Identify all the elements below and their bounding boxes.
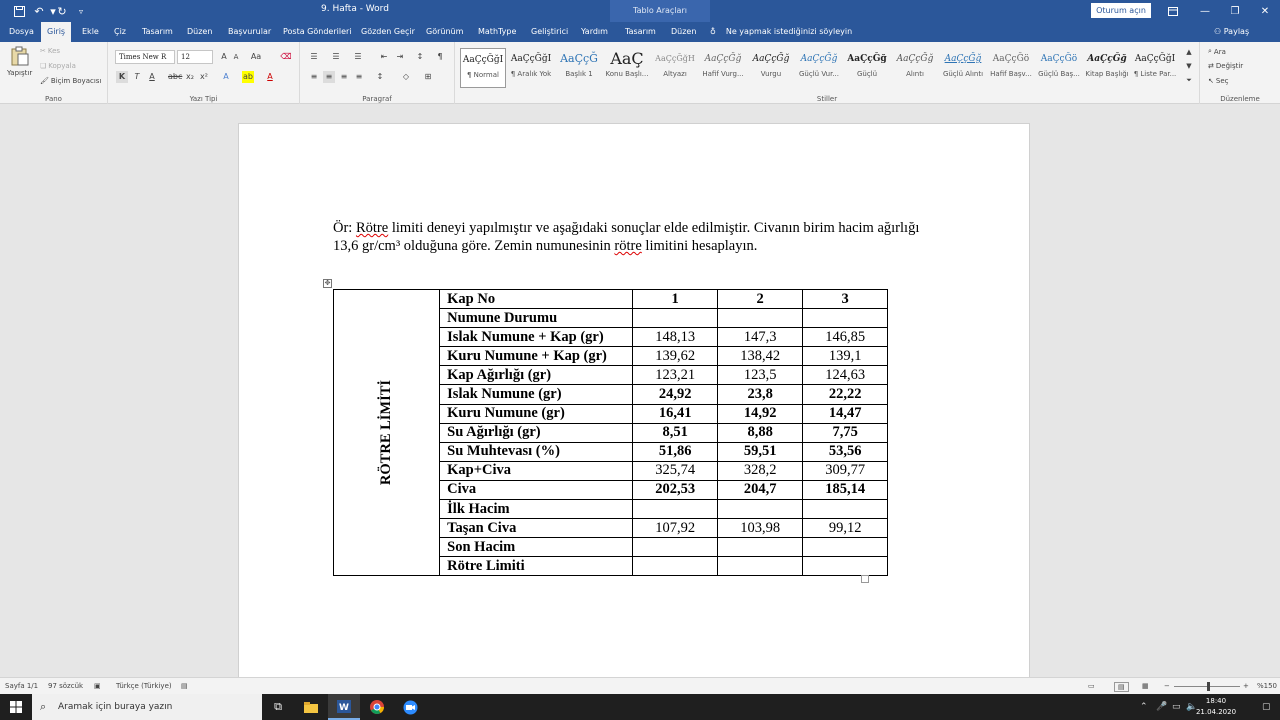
highlight-icon[interactable]: ab bbox=[243, 72, 253, 81]
multilevel-list-icon[interactable]: ☰ bbox=[354, 52, 362, 61]
clock-date: 21.04.2020 bbox=[1195, 708, 1237, 716]
bold-button[interactable]: K bbox=[116, 71, 128, 83]
value-cell[interactable] bbox=[633, 538, 718, 557]
value-cell[interactable]: 147,3 bbox=[718, 328, 803, 347]
value-cell[interactable] bbox=[718, 538, 803, 557]
tab-gorunum[interactable]: Görünüm bbox=[426, 27, 464, 36]
style-name: Hafif Başv... bbox=[990, 70, 1032, 78]
start-button[interactable] bbox=[0, 694, 32, 720]
search-icon: ⌕ bbox=[40, 700, 47, 713]
editing-group bbox=[1200, 42, 1280, 104]
value-cell[interactable]: 7,75 bbox=[803, 423, 888, 442]
change-case-icon[interactable]: Aa bbox=[250, 52, 262, 61]
value-cell[interactable]: 325,74 bbox=[633, 461, 718, 480]
row-label-cell[interactable]: Su Muhtevası (%) bbox=[440, 442, 633, 461]
select-button[interactable] bbox=[1208, 77, 1228, 85]
customize-quick-access-icon[interactable]: ▿ bbox=[78, 6, 83, 16]
style-name: Güçlü bbox=[856, 70, 878, 78]
row-label-cell[interactable]: Kuru Numune (gr) bbox=[440, 404, 633, 423]
clear-formatting-icon[interactable]: ⌫ bbox=[280, 52, 292, 61]
tab-duzen[interactable]: Düzen bbox=[187, 27, 213, 36]
para-text: limitini hesaplayın. bbox=[641, 238, 758, 254]
row-label-cell[interactable]: Islak Numune (gr) bbox=[440, 385, 633, 404]
value-cell[interactable] bbox=[803, 557, 888, 576]
style-list-paragraph[interactable] bbox=[1132, 48, 1178, 88]
close-icon[interactable]: ✕ bbox=[1260, 5, 1270, 17]
ribbon-tabs bbox=[0, 22, 1280, 42]
style-sample: AaÇçĞö bbox=[1040, 54, 1078, 64]
value-cell[interactable]: 8,88 bbox=[718, 423, 803, 442]
style-sample: AaÇçĞğ bbox=[704, 54, 742, 64]
show-hidden-icons[interactable]: ⌃ bbox=[1140, 702, 1148, 712]
value-cell[interactable]: 24,92 bbox=[633, 385, 718, 404]
style-sample: AaÇçĞğ bbox=[896, 54, 934, 64]
replace-button[interactable] bbox=[1208, 62, 1243, 70]
value-cell[interactable]: 14,92 bbox=[718, 404, 803, 423]
document-page[interactable] bbox=[238, 123, 1030, 677]
tab-gozden-gecir[interactable]: Gözden Geçir bbox=[361, 27, 415, 36]
value-cell[interactable]: 53,56 bbox=[803, 442, 888, 461]
word-app-icon[interactable] bbox=[328, 694, 360, 720]
row-label-cell[interactable]: Kap Ağırlığı (gr) bbox=[440, 366, 633, 385]
table-row bbox=[334, 290, 888, 309]
value-cell[interactable] bbox=[718, 557, 803, 576]
numbering-icon[interactable]: ☰ bbox=[332, 52, 340, 61]
undo-dropdown-icon[interactable]: ▾ bbox=[50, 4, 56, 18]
zoom-level[interactable]: %150 bbox=[1257, 682, 1278, 690]
clipboard-group-label: Pano bbox=[45, 95, 62, 103]
paragraph-group bbox=[300, 42, 455, 104]
paragraph-group-label: Paragraf bbox=[362, 95, 392, 103]
superscript-icon[interactable]: x² bbox=[200, 72, 208, 81]
style-name: ¶ Liste Par... bbox=[1133, 70, 1177, 78]
text-effects-icon[interactable]: A bbox=[223, 72, 229, 81]
style-sample: AaÇçĞö bbox=[992, 54, 1030, 64]
strikethrough-icon[interactable]: abc bbox=[168, 72, 183, 81]
editing-group-label: Düzenleme bbox=[1220, 95, 1260, 103]
zoom-in-icon[interactable]: + bbox=[1243, 682, 1249, 690]
value-cell[interactable]: 146,85 bbox=[803, 328, 888, 347]
paintbrush-icon: 🖌 bbox=[40, 77, 49, 85]
paste-button[interactable] bbox=[7, 46, 32, 77]
style-name: Vurgu bbox=[760, 70, 782, 78]
font-name-box[interactable]: Times New R bbox=[115, 50, 175, 64]
minimize-icon[interactable]: — bbox=[1200, 5, 1210, 17]
style-name: Güçlü Alıntı bbox=[942, 70, 984, 78]
row-label-cell[interactable]: Islak Numune + Kap (gr) bbox=[440, 328, 633, 347]
undo-icon[interactable]: ↶ bbox=[34, 4, 44, 18]
taskbar-search[interactable] bbox=[32, 694, 262, 720]
style-name: Güçlü Vur... bbox=[799, 70, 839, 78]
chrome-icon[interactable] bbox=[361, 694, 393, 720]
font-group-label: Yazı Tipi bbox=[189, 95, 218, 103]
tell-me-box[interactable] bbox=[710, 22, 852, 42]
style-name: Konu Başlı... bbox=[605, 70, 649, 78]
taskbar bbox=[0, 694, 1280, 720]
value-cell[interactable]: 328,2 bbox=[718, 461, 803, 480]
tab-basvurular[interactable]: Başvurular bbox=[228, 27, 272, 36]
value-cell[interactable]: 99,12 bbox=[803, 519, 888, 538]
row-label-cell[interactable]: Son Hacim bbox=[440, 538, 633, 557]
share-label: Paylaş bbox=[1223, 27, 1250, 36]
style-sample: AaÇçĞğI bbox=[1134, 54, 1176, 64]
shading-icon[interactable]: ◇ bbox=[402, 72, 410, 81]
bullets-icon[interactable]: ☰ bbox=[310, 52, 318, 61]
table-tools-label: Tablo Araçları bbox=[610, 0, 710, 22]
document-title: 9. Hafta - Word bbox=[321, 4, 389, 14]
value-cell[interactable]: 23,8 bbox=[718, 385, 803, 404]
line-spacing-icon[interactable]: ↕ bbox=[376, 72, 384, 81]
redo-icon[interactable]: ↻ bbox=[57, 4, 67, 18]
format-painter-label: Biçim Boyacısı bbox=[50, 77, 102, 85]
style-name: Hafif Vurg... bbox=[702, 70, 744, 78]
subscript-icon[interactable]: x₂ bbox=[186, 72, 194, 81]
style-sample: AaÇçĞğ bbox=[752, 54, 790, 64]
value-cell[interactable] bbox=[718, 309, 803, 328]
value-cell[interactable]: 3 bbox=[803, 290, 888, 309]
align-left-icon[interactable]: ≡ bbox=[310, 72, 318, 81]
row-label-cell[interactable]: Kuru Numune + Kap (gr) bbox=[440, 347, 633, 366]
clipboard-group bbox=[0, 42, 108, 104]
copy-label: Kopyala bbox=[48, 62, 76, 70]
scissors-icon: ✂ bbox=[40, 47, 46, 55]
table-move-handle[interactable]: ✥ bbox=[324, 279, 331, 287]
style-intense-emphasis[interactable] bbox=[796, 48, 842, 88]
row-label-cell[interactable]: Kap+Civa bbox=[440, 461, 633, 480]
show-marks-icon[interactable]: ¶ bbox=[437, 52, 443, 61]
misspelled-word[interactable]: Rötre bbox=[355, 220, 389, 236]
paste-label: Yapıştır bbox=[7, 69, 33, 77]
print-layout-icon[interactable]: ▤ bbox=[1114, 682, 1129, 692]
value-cell[interactable]: 139,1 bbox=[803, 347, 888, 366]
value-cell[interactable]: 204,7 bbox=[718, 480, 803, 499]
volume-icon[interactable]: 🔈 bbox=[1186, 702, 1198, 712]
tab-posta-gonderileri[interactable]: Posta Gönderileri bbox=[283, 27, 352, 36]
grow-font-icon[interactable]: A bbox=[221, 52, 227, 61]
style-emphasis[interactable] bbox=[748, 48, 794, 88]
value-cell[interactable] bbox=[718, 500, 803, 519]
search-icon: ⌕ bbox=[1208, 47, 1212, 55]
styles-group-label: Stiller bbox=[816, 95, 838, 103]
person-icon: ⚇ bbox=[1214, 27, 1222, 36]
style-name: Altyazı bbox=[663, 70, 687, 78]
value-cell[interactable]: 2 bbox=[718, 290, 803, 309]
style-subtle-emphasis[interactable] bbox=[700, 48, 746, 88]
sign-in-button[interactable]: Oturum açın bbox=[1091, 3, 1151, 18]
network-icon[interactable]: ▭ bbox=[1172, 702, 1181, 712]
notifications-icon[interactable]: ▢ bbox=[1262, 702, 1271, 712]
style-sample: AaÇçĞğI bbox=[462, 55, 504, 65]
word-count[interactable]: 97 sözcük bbox=[48, 682, 84, 690]
language[interactable]: Türkçe (Türkiye) bbox=[116, 682, 172, 690]
windows-icon bbox=[10, 701, 22, 713]
cursor-icon: ↖ bbox=[1208, 77, 1214, 85]
share-button[interactable] bbox=[1214, 22, 1249, 42]
status-bar bbox=[0, 677, 1280, 694]
style-sample: AaÇçĞğH bbox=[655, 54, 695, 63]
value-cell[interactable] bbox=[633, 557, 718, 576]
underline-button[interactable]: A bbox=[149, 72, 155, 81]
style-intense-quote[interactable] bbox=[940, 48, 986, 88]
style-sample: AaÇçĞğ bbox=[847, 54, 887, 64]
tab-giris[interactable]: Giriş bbox=[41, 22, 71, 42]
para-text: limiti deneyi yapılmıştır ve aşağıdaki sonuçlar elde edilmiştir. Civanın birim hacim ağırlığı 13,6 gr/cm³ olduğuna göre. Zemin numunesinin bbox=[333, 220, 920, 254]
data-table[interactable] bbox=[333, 289, 888, 576]
row-label-cell[interactable]: İlk Hacim bbox=[440, 500, 633, 519]
tab-table-design[interactable]: Tasarım bbox=[625, 27, 656, 36]
tab-ciz[interactable]: Çiz bbox=[114, 27, 127, 36]
tab-dosya[interactable]: Dosya bbox=[9, 27, 34, 36]
row-label-cell[interactable]: Rötre Limiti bbox=[440, 557, 633, 576]
style-book-title[interactable] bbox=[1084, 48, 1130, 88]
style-subtitle[interactable] bbox=[652, 48, 698, 88]
question-paragraph[interactable] bbox=[333, 219, 943, 255]
copy-icon: ❏ bbox=[40, 62, 47, 70]
tab-ekle[interactable]: Ekle bbox=[82, 27, 99, 36]
style-normal[interactable] bbox=[460, 48, 506, 88]
tab-tasarim[interactable]: Tasarım bbox=[142, 27, 173, 36]
select-label: Seç bbox=[1215, 77, 1229, 85]
value-cell[interactable]: 22,22 bbox=[803, 385, 888, 404]
cut-label: Kes bbox=[47, 47, 61, 55]
style-name: Alıntı bbox=[906, 70, 924, 78]
page-count[interactable]: Sayfa 1/1 bbox=[5, 682, 39, 690]
tab-yardim[interactable]: Yardım bbox=[581, 27, 608, 36]
style-name: Güçlü Baş... bbox=[1038, 70, 1080, 78]
zoom-out-icon[interactable]: − bbox=[1164, 682, 1170, 690]
proofing-icon[interactable]: ▣ bbox=[94, 682, 101, 690]
find-label: Ara bbox=[1213, 47, 1226, 56]
value-cell[interactable] bbox=[803, 500, 888, 519]
clock-time: 18:40 bbox=[1205, 697, 1227, 705]
style-no-spacing[interactable] bbox=[508, 48, 554, 88]
clipboard-icon bbox=[11, 46, 29, 68]
style-heading-1[interactable] bbox=[556, 48, 602, 88]
style-name: ¶ Aralık Yok bbox=[510, 70, 552, 78]
find-button[interactable] bbox=[1208, 47, 1226, 56]
format-painter-button[interactable] bbox=[40, 77, 101, 85]
style-strong[interactable] bbox=[844, 48, 890, 88]
copy-button[interactable] bbox=[40, 62, 76, 70]
misspelled-word[interactable]: rötre bbox=[614, 238, 642, 254]
tab-table-layout[interactable]: Düzen bbox=[671, 27, 697, 36]
zoom-slider[interactable] bbox=[1174, 686, 1240, 687]
style-title[interactable] bbox=[604, 48, 650, 88]
row-label-cell[interactable]: Civa bbox=[440, 480, 633, 499]
decrease-indent-icon[interactable]: ⇤ bbox=[380, 52, 388, 61]
task-view-icon[interactable]: ⧉ bbox=[274, 700, 282, 713]
table-body bbox=[334, 290, 888, 576]
row-label-cell[interactable]: Kap No bbox=[440, 290, 633, 309]
value-cell[interactable]: 103,98 bbox=[718, 519, 803, 538]
ribbon-display-options-icon[interactable] bbox=[1158, 0, 1188, 22]
style-sample: AaÇçĞğ bbox=[1087, 54, 1127, 64]
value-cell[interactable]: 1 bbox=[633, 290, 718, 309]
microphone-icon[interactable]: 🎤 bbox=[1156, 702, 1168, 712]
replace-label: Değiştir bbox=[1215, 62, 1244, 70]
row-label-cell[interactable]: Su Ağırlığı (gr) bbox=[440, 423, 633, 442]
lightbulb-icon: ♁ bbox=[710, 27, 716, 36]
justify-icon[interactable]: ≡ bbox=[355, 72, 363, 81]
value-cell[interactable] bbox=[633, 309, 718, 328]
row-label-cell[interactable]: Numune Durumu bbox=[440, 309, 633, 328]
value-cell[interactable] bbox=[803, 538, 888, 557]
styles-scroll-up-icon[interactable]: ▲ bbox=[1186, 48, 1192, 56]
value-cell[interactable] bbox=[633, 500, 718, 519]
value-cell[interactable]: 202,53 bbox=[633, 480, 718, 499]
value-cell[interactable]: 8,51 bbox=[633, 423, 718, 442]
font-color-icon[interactable]: A bbox=[267, 72, 273, 81]
font-group bbox=[108, 42, 300, 104]
value-cell[interactable]: 123,5 bbox=[718, 366, 803, 385]
style-sample: AaÇçĞğI bbox=[510, 54, 552, 64]
italic-button[interactable]: T bbox=[134, 72, 140, 81]
restore-icon[interactable]: ❐ bbox=[1230, 5, 1240, 17]
focus-mode-icon[interactable]: ▭ bbox=[1088, 682, 1095, 690]
style-sample: AaÇçĞğ bbox=[944, 54, 982, 64]
tell-me-text: Ne yapmak istediğinizi söyleyin bbox=[725, 27, 853, 36]
value-cell[interactable]: 14,47 bbox=[803, 404, 888, 423]
value-cell[interactable]: 124,63 bbox=[803, 366, 888, 385]
side-label: RÖTRE LİMİTİ bbox=[378, 380, 395, 486]
search-placeholder: Aramak için buraya yazın bbox=[58, 702, 173, 712]
row-label-cell[interactable]: Taşan Civa bbox=[440, 519, 633, 538]
value-cell[interactable] bbox=[803, 309, 888, 328]
cut-button[interactable] bbox=[40, 47, 60, 55]
value-cell[interactable]: 138,42 bbox=[718, 347, 803, 366]
style-sample: AaÇçĞ bbox=[560, 52, 598, 65]
tab-mathtype[interactable]: MathType bbox=[478, 27, 517, 36]
replace-icon: ⇄ bbox=[1208, 62, 1214, 70]
value-cell[interactable]: 16,41 bbox=[633, 404, 718, 423]
value-cell[interactable]: 148,13 bbox=[633, 328, 718, 347]
value-cell[interactable]: 139,62 bbox=[633, 347, 718, 366]
zoom-app-icon[interactable] bbox=[394, 694, 426, 720]
svg-text:W: W bbox=[339, 702, 349, 713]
increase-indent-icon[interactable]: ⇥ bbox=[396, 52, 404, 61]
style-sample: AaÇ bbox=[610, 49, 644, 68]
styles-scroll-down-icon[interactable]: ▼ bbox=[1186, 62, 1192, 70]
styles-more-icon[interactable]: ⏷ bbox=[1186, 76, 1192, 84]
value-cell[interactable]: 51,86 bbox=[633, 442, 718, 461]
accessibility-icon[interactable]: ▤ bbox=[181, 682, 188, 690]
align-center-icon[interactable]: ≡ bbox=[323, 71, 335, 83]
value-cell[interactable]: 185,14 bbox=[803, 480, 888, 499]
style-subtle-reference[interactable] bbox=[988, 48, 1034, 88]
value-cell[interactable]: 107,92 bbox=[633, 519, 718, 538]
font-size-box[interactable]: 12 bbox=[177, 50, 213, 64]
align-right-icon[interactable]: ≡ bbox=[340, 72, 348, 81]
sort-icon[interactable]: ↕ bbox=[416, 52, 424, 61]
web-layout-icon[interactable]: ▦ bbox=[1142, 682, 1149, 690]
zoom-slider-thumb[interactable] bbox=[1207, 682, 1210, 691]
style-name: ¶ Normal bbox=[466, 71, 499, 79]
tab-gelistirici[interactable]: Geliştirici bbox=[531, 27, 569, 36]
style-name: Başlık 1 bbox=[565, 70, 593, 78]
value-cell[interactable]: 59,51 bbox=[718, 442, 803, 461]
value-cell[interactable]: 309,77 bbox=[803, 461, 888, 480]
style-sample: AaÇçĞğ bbox=[800, 54, 838, 64]
side-label-cell[interactable] bbox=[334, 290, 440, 576]
title-bar bbox=[0, 0, 1280, 22]
value-cell[interactable]: 123,21 bbox=[633, 366, 718, 385]
clock[interactable] bbox=[1192, 696, 1240, 718]
shrink-font-icon[interactable]: A bbox=[233, 53, 239, 61]
document-area[interactable] bbox=[0, 104, 1280, 677]
style-quote[interactable] bbox=[892, 48, 938, 88]
table-resize-handle[interactable] bbox=[861, 575, 869, 583]
style-name: Kitap Başlığı bbox=[1085, 70, 1129, 78]
file-explorer-icon[interactable] bbox=[295, 694, 327, 720]
borders-icon[interactable]: ⊞ bbox=[424, 72, 432, 81]
style-intense-reference[interactable] bbox=[1036, 48, 1082, 88]
styles-group bbox=[455, 42, 1200, 104]
para-text: Ör: bbox=[333, 220, 356, 236]
ribbon bbox=[0, 42, 1280, 104]
